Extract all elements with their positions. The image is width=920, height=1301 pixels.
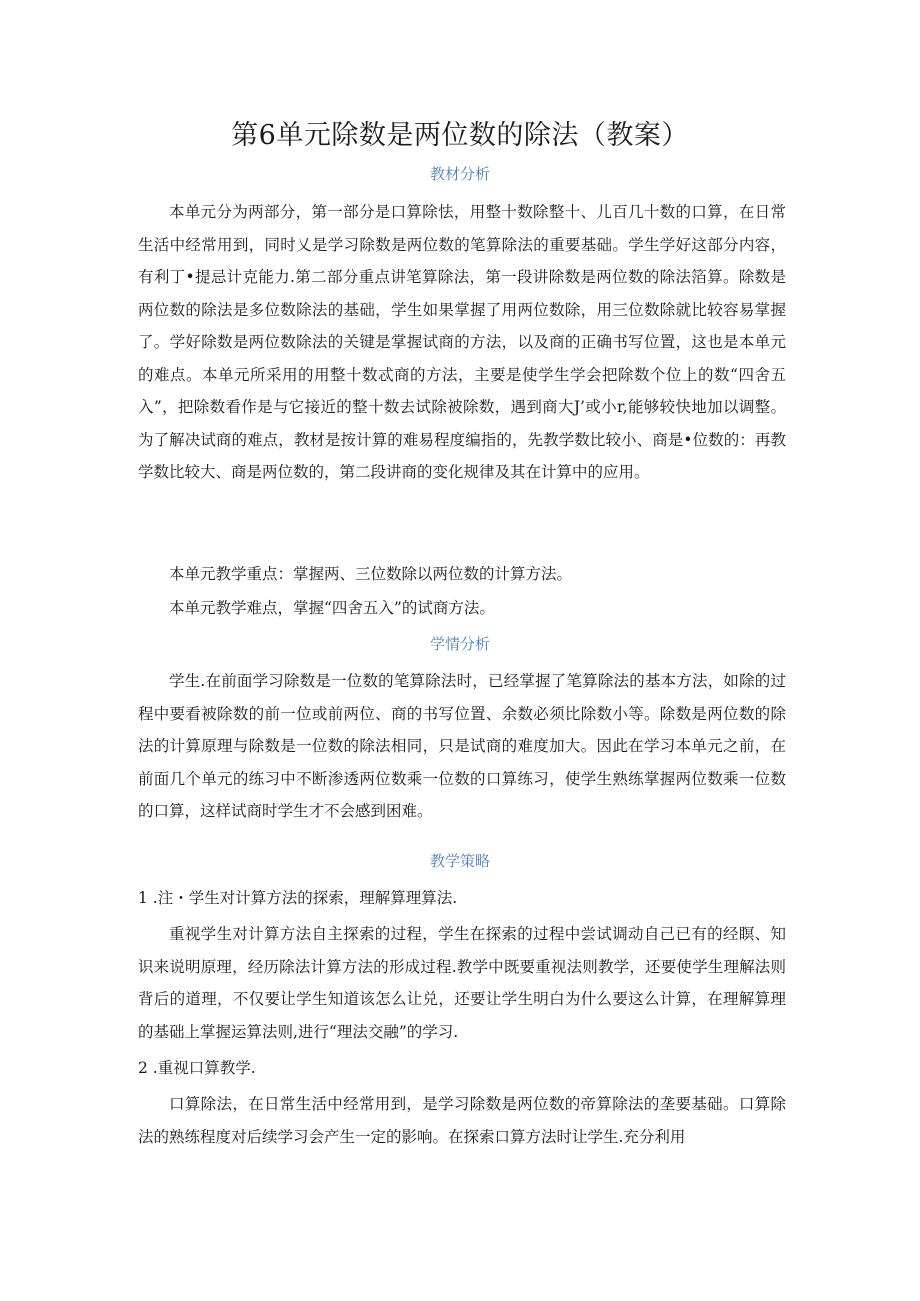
section-heading-student-analysis: 学情分析 xyxy=(429,635,490,653)
section-heading-teaching-strategy: 教学策略 xyxy=(429,852,490,870)
section-heading-textbook-analysis: 教材分析 xyxy=(429,165,490,183)
paragraph-student-analysis: 学生.在前面学习除数是一位数的笔算除法时，已经掌握了笔算除法的基本方法，如除的过程中要看被除数的前一位或前两位、商的书写位置、余数必须比除数小等。除数是两位数的除法的计算原理与除数是一位数的除法相同，只是试商的难度加大。因此在学习本单元之前，在前面几个单元的练习中不断渗透两位数乘一位数的口算练习，使学生熟练掌握两位数乘一位数的口算，这样试商时学生才不会感到困难。 xyxy=(138,672,786,820)
strategy-item-2: 2 .重视口算教学. xyxy=(138,1059,256,1077)
paragraph-teaching-focus: 本单元教学重点：掌握两、三位数除以两位数的计算方法。 xyxy=(169,565,573,583)
paragraph-textbook-analysis: 本单元分为两部分，第一部分是口算除怯，用整十数除整十、儿百几十数的口算，在日常生活中经常用到，同时乂是学习除数是两位数的笔算除法的重要基础。学生学好这部分内容，有利丁•提忌计克能力.第二部分重点讲笔算除法，第一段讲除数是两位数的除法箔算。除数是两位数的除法是多位数除法的基础，学生如果掌握了用两位数除，用三位数除就比较容易掌握了。学好除数是两位数除法的关键是掌握试商的方法，以及商的正确书写位置，这也是本单元的难点。本单元所采用的用整十数忒商的方法，主要是使学生学会把除数个位上的数“四舍五入”，把除数看作是与它接近的整十数去试除被除数，遇到商大J’或小r,能够较快地加以调整。为了解决试商的难点，教材是按计算的难易程度编指的，先教学数比较小、商是•位数的：再教学数比较大、商是两位数的，第二段讲商的变化规律及其在计算中的应用。 xyxy=(138,203,786,481)
document-title: 第6单元除数是两位数的除法（教案） xyxy=(231,120,689,151)
paragraph-teaching-difficulty: 本单元教学难点，掌握“四舍五入”的试商方法。 xyxy=(169,599,495,617)
strategy-item-1: 1 .注・学生对计算方法的探索，理解算理算法. xyxy=(138,889,458,907)
paragraph-strategy-1: 重视学生对计算方法自主探索的过程，学生在探索的过程中尝试调动自己已有的经瞑、知识来说明原理，经历除法计算方法的形成过程.教学中既要重视法则教学，还要使学生理解法则背后的道理，不仅要让学生知道该怎么让兑，还要让学生明白为什么要这么计算，在理解算理的基础上掌握运算法则,进行“理法交融”的学习. xyxy=(138,925,786,1041)
paragraph-strategy-2: 口算除法，在日常生活中经常用到，是学习除数是两位数的帝算除法的垄要基础。口算除法的熟练程度对后续学习会产生一定的影响。在探索口算方法时让学生.充分利用 xyxy=(138,1095,786,1146)
